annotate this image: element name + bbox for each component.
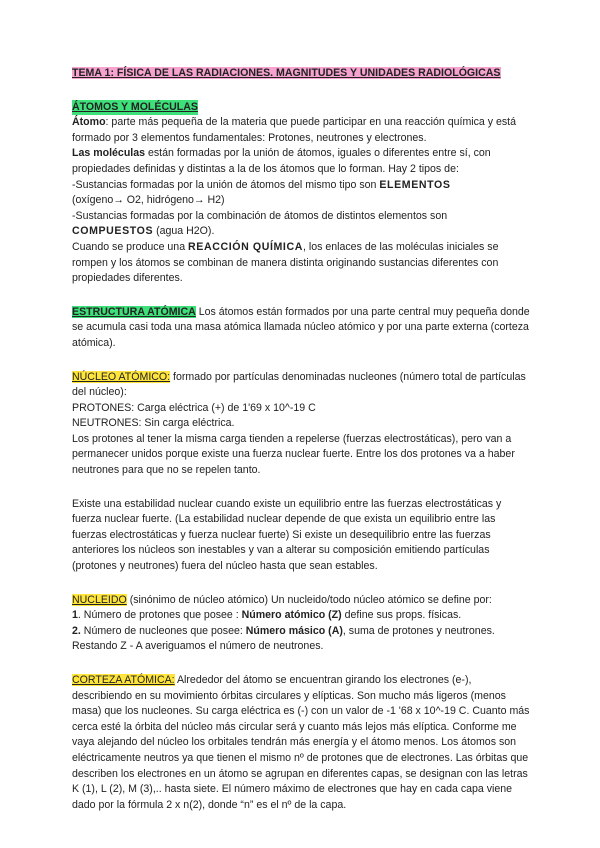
protons-line: PROTONES: Carga eléctrica (+) de 1'69 x 10^-19 C <box>72 401 316 414</box>
title-text: TEMA 1: FÍSICA DE LAS RADIACIONES. MAGNITUDES Y UNIDADES RADIOLÓGICAS <box>72 67 501 79</box>
compounds-term: COMPUESTOS <box>72 225 154 238</box>
atoms-heading: ÁTOMOS Y MOLÉCULAS <box>72 100 198 116</box>
nucleus-intro <box>72 370 532 401</box>
reaction-term: REACCIÓN QUÍMICA <box>188 240 303 253</box>
molecule-text: están formadas por la unión de átomos, iguales o diferentes entre sí, con propiedades definidas y distintas a la de los átomos que lo forman. Hay 2 tipos de: <box>72 147 491 175</box>
nuclide-item-2 <box>72 624 532 640</box>
structure-paragraph <box>72 305 532 352</box>
item-term: Número másico (A) <box>245 624 343 637</box>
nucleus-heading: NÚCLEO ATÓMICO: <box>72 370 171 383</box>
neutrons-line: NEUTRONES: Sin carga eléctrica. <box>72 417 235 430</box>
item-number: 2. <box>72 624 81 637</box>
reaction-tail: , los enlaces de las moléculas iniciales se rompen y los átomos se combinan de manera distinta originando sustancias diferentes con propiedades diferentes. <box>72 240 499 285</box>
molecule-term: Las moléculas <box>72 147 146 160</box>
molecule-definition <box>72 146 532 177</box>
nucleus-text: formado por partículas denominadas nucleones (número total de partículas del núcleo): <box>72 370 526 399</box>
nuclide-intro <box>72 593 532 609</box>
item-tail: , suma de protones y neutrones. <box>342 624 495 637</box>
nuclide-item-1 <box>72 608 532 624</box>
cortex-paragraph <box>72 673 532 813</box>
atom-text: : parte más pequeña de la materia que puede participar en una reacción química y está formado por 3 elementos fundamentales: Protones, neutrones y electrones. <box>72 116 517 144</box>
cortex-text: Alrededor del átomo se encuentran girando los electrones (e-), describiendo en su movimiento órbitas circulares y elípticas. Son mucho más ligeros (menos masa) que los nucleones. Su carga eléctrica es (-) con un valor de -1 '68 x 10^-19 C. Cuanto más cerca esté la órbita del núcleo más circular será y cuanto más lejos más elíptica. Conforme me vaya alejando del núcleo los orbitales tendrán más energía y el átomo menos. Los átomos son eléctricamente neutros ya que tienen el mismo nº de protones que de electrones. Las órbitas que describen los electrones en un átomo se agrupan en diferentes capas, se designan con las letras K (1), L (2), M (3),.. hasta siete. El número máximo de electrones que hay en cada capa viene dado por la fórmula 2 x n(2), donde “n” es el nº de la capa. <box>72 674 530 811</box>
item-tail: define sus props. físicas. <box>341 609 462 622</box>
compounds-line <box>72 209 532 240</box>
elements-term: ELEMENTOS <box>379 178 451 191</box>
nuclide-item-3: Restando Z - A averiguamos el número de neutrones. <box>72 640 324 653</box>
nuclear-stability-paragraph: Existe una estabilidad nuclear cuando existe un equilibrio entre las fuerzas electrostáticas y fuerza nuclear fuerte. (La estabilidad nuclear depende de que exista un equilibrio entre las fuerzas electrostáticas y fuerza nuclear fuerte) Si existe un desequilibrio entre las fuerzas anteriores los núcleos son inestables y van a alterar su composición emitiendo partículas (protones y neutrones) fuera del núcleo hasta que sean estables. <box>72 497 502 573</box>
structure-text: Los átomos están formados por una parte central muy pequeña donde se acumula casi toda una masa atómica llamada núcleo atómico y por una parte externa (corteza atómica). <box>72 305 530 349</box>
item-term: Número atómico (Z) <box>241 609 342 622</box>
compounds-example: (agua H2O). <box>153 225 215 238</box>
reaction-text: Cuando se produce una <box>72 240 189 253</box>
elements-line <box>72 178 532 209</box>
structure-heading: ESTRUCTURA ATÓMICA <box>72 305 196 318</box>
atom-definition <box>72 115 532 146</box>
elements-example: (oxígeno→ O2, hidrógeno→ H2) <box>72 194 225 207</box>
nuclide-heading: NUCLEIDO <box>72 593 127 606</box>
item-text: . Número de protones que posee : <box>77 609 242 622</box>
compounds-text: -Sustancias formadas por la combinación de átomos de distintos elementos son <box>72 209 448 222</box>
atom-term: Átomo <box>72 116 106 129</box>
nucleus-forces-paragraph: Los protones al tener la misma carga tienden a repelerse (fuerzas electrostáticas), pero van a permanecer unidos porque existe una fuerza nuclear fuerte. Entre los dos protones va a haber neutrones para que no se repelen tanto. <box>72 432 515 477</box>
reaction-paragraph <box>72 240 532 287</box>
document-page <box>72 66 532 813</box>
cortex-heading: CORTEZA ATÓMICA: <box>72 674 175 686</box>
document-title <box>72 66 532 82</box>
item-text: Número de nucleones que posee: <box>80 624 246 637</box>
item-number: 1 <box>72 609 78 622</box>
elements-text: -Sustancias formadas por la unión de átomos del mismo tipo son <box>72 178 380 191</box>
nuclide-intro-text: (sinónimo de núcleo atómico) Un nucleido/todo núcleo atómico se define por: <box>126 593 492 606</box>
